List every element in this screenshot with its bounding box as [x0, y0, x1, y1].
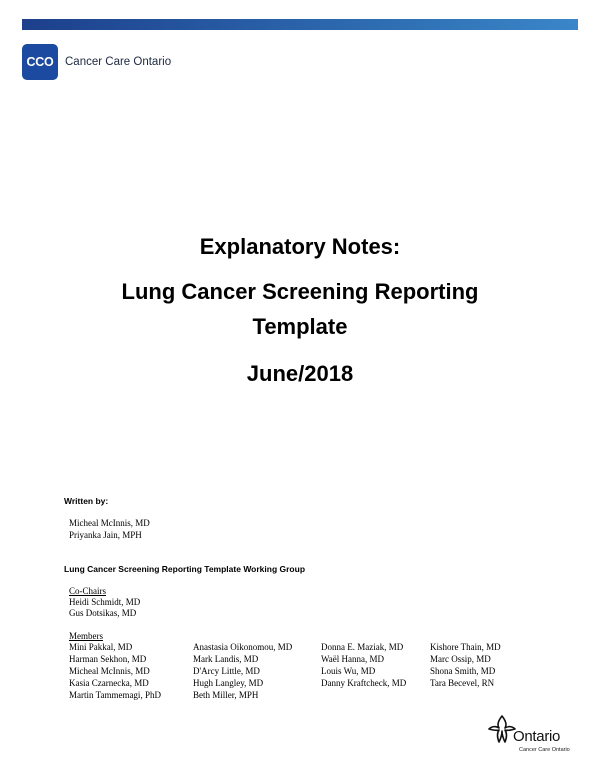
member: Micheal McInnis, MD [69, 666, 150, 676]
member: Anastasia Oikonomou, MD [193, 642, 293, 652]
author-1: Micheal McInnis, MD [69, 518, 150, 528]
co-chair-1: Heidi Schmidt, MD [69, 597, 141, 607]
member: Tara Becevel, RN [430, 678, 495, 688]
ontario-subtitle: Cancer Care Ontario [519, 747, 570, 753]
member: D'Arcy Little, MD [193, 666, 260, 676]
doc-title-line1: Explanatory Notes: [199, 234, 401, 259]
member: Waël Hanna, MD [321, 654, 385, 664]
author-2: Priyanka Jain, MPH [69, 530, 142, 540]
cco-logo [22, 44, 171, 80]
member: Mark Landis, MD [193, 654, 259, 664]
ontario-wordmark: Ontario [513, 728, 561, 745]
members-label: Members [69, 631, 103, 641]
members-column-4 [430, 641, 501, 689]
member: Harman Sekhon, MD [69, 654, 147, 664]
member: Kasia Czarnecka, MD [69, 678, 149, 688]
member: Danny Kraftcheck, MD [321, 678, 407, 688]
member: Martin Tammemagi, PhD [69, 690, 161, 700]
doc-title-line2: Lung Cancer Screening Reporting [121, 279, 479, 304]
written-by-label: Written by: [64, 496, 109, 506]
members-column-2 [193, 641, 292, 701]
member: Hugh Langley, MD [193, 678, 264, 688]
doc-title-line3: Template [252, 314, 348, 339]
cco-logo-badge: CCO [22, 44, 58, 80]
member: Mini Pakkal, MD [69, 642, 133, 652]
ontario-logo [486, 713, 578, 759]
member: Kishore Thain, MD [430, 642, 501, 652]
co-chair-2: Gus Dotsikas, MD [69, 608, 137, 618]
member: Shona Smith, MD [430, 666, 496, 676]
header-color-bar [22, 19, 578, 30]
member: Donna E. Maziak, MD [321, 642, 404, 652]
members-column-1 [69, 641, 161, 701]
org-name: Cancer Care Ontario [65, 56, 172, 68]
co-chairs-label: Co-Chairs [69, 586, 106, 596]
member: Louis Wu, MD [321, 666, 376, 676]
members-column-3 [321, 641, 406, 689]
member: Beth Miller, MPH [193, 690, 259, 700]
doc-date: June/2018 [246, 361, 354, 386]
member: Marc Ossip, MD [430, 654, 491, 664]
working-group-title: Lung Cancer Screening Reporting Template Working Group [64, 564, 306, 574]
